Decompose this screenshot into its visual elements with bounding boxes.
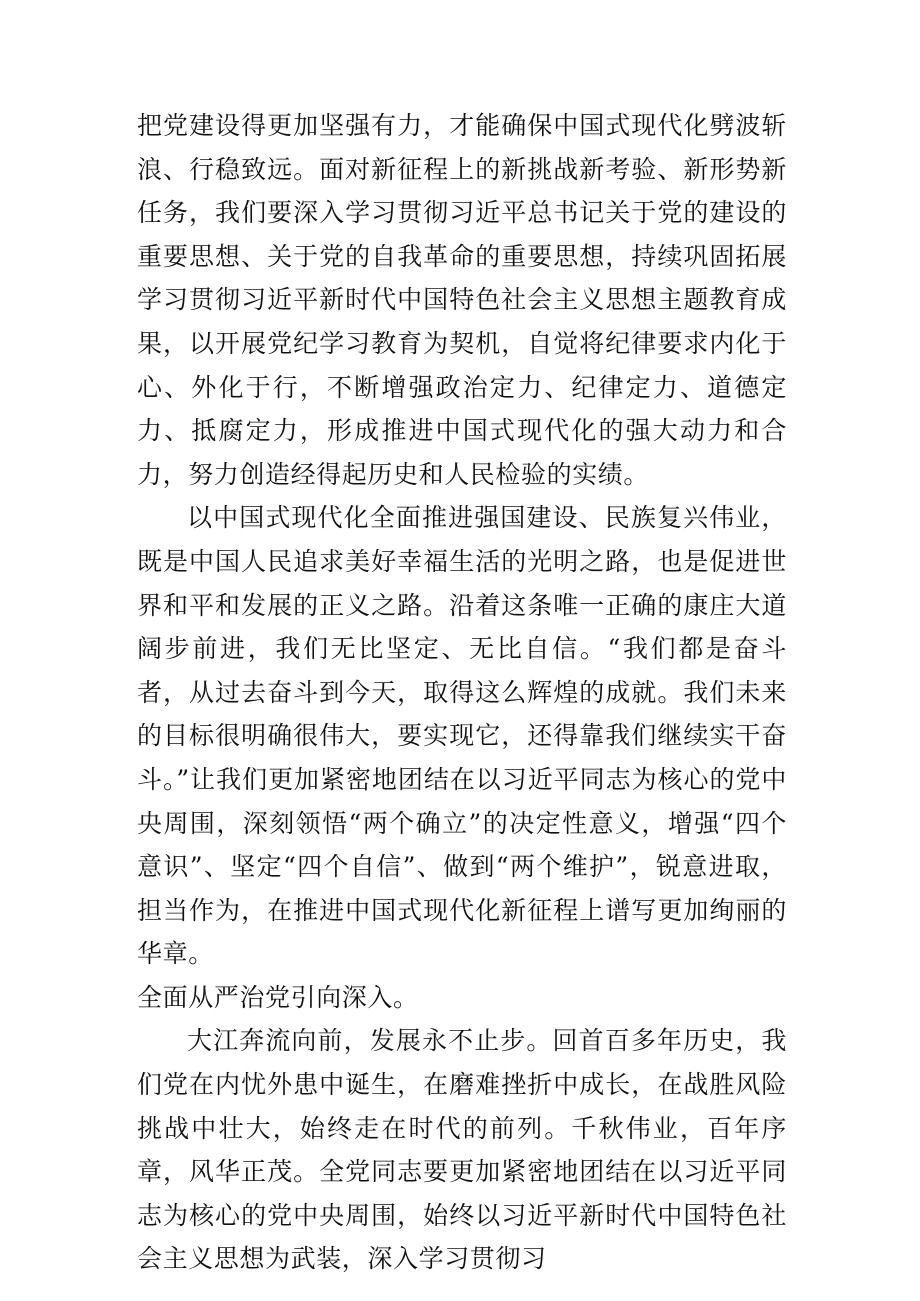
- document-body: [137, 104, 787, 1281]
- paragraph-1: 把党建设得更加坚强有力，才能确保中国式现代化劈波斩浪、行稳致远。面对新征程上的新挑战新考验、新形势新任务，我们要深入学习贯彻习近平总书记关于党的建设的重要思想、关于党的自我革命的重要思想，持续巩固拓展学习贯彻习近平新时代中国特色社会主义思想主题教育成果，以开展党纪学习教育为契机，自觉将纪律要求内化于心、外化于行，不断增强政治定力、纪律定力、道德定力、抵腐定力，形成推进中国式现代化的强大动力和合力，努力创造经得起历史和人民检验的实绩。: [137, 111, 787, 489]
- paragraph-3: 全面从严治党引向深入。: [137, 982, 419, 1012]
- paragraph-2: 以中国式现代化全面推进强国建设、民族复兴伟业，既是中国人民追求美好幸福生活的光明之路，也是促进世界和平和发展的正义之路。沿着这条唯一正确的康庄大道阔步前进，我们无比坚定、无比自信。“我们都是奋斗者，从过去奋斗到今天，取得这么辉煌的成就。我们未来的目标很明确很伟大，要实现它，还得靠我们继续实干奋斗。”让我们更加紧密地团结在以习近平同志为核心的党中央周围，深刻领悟“两个确立”的决定性意义，增强“四个意识”、坚定“四个自信”、做到“两个维护”，锐意进取，担当作为，在推进中国式现代化新征程上谱写更加绚丽的华章。: [137, 503, 787, 969]
- paragraph-4: 大江奔流向前，发展永不止步。回首百多年历史，我们党在内忧外患中诞生，在磨难挫折中成长，在战胜风险挑战中壮大，始终走在时代的前列。千秋伟业，百年序章，风华正茂。全党同志要更加紧密地团结在以习近平同志为核心的党中央周围，始终以习近平新时代中国特色社会主义思想为武装，深入学习贯彻习: [137, 1026, 787, 1274]
